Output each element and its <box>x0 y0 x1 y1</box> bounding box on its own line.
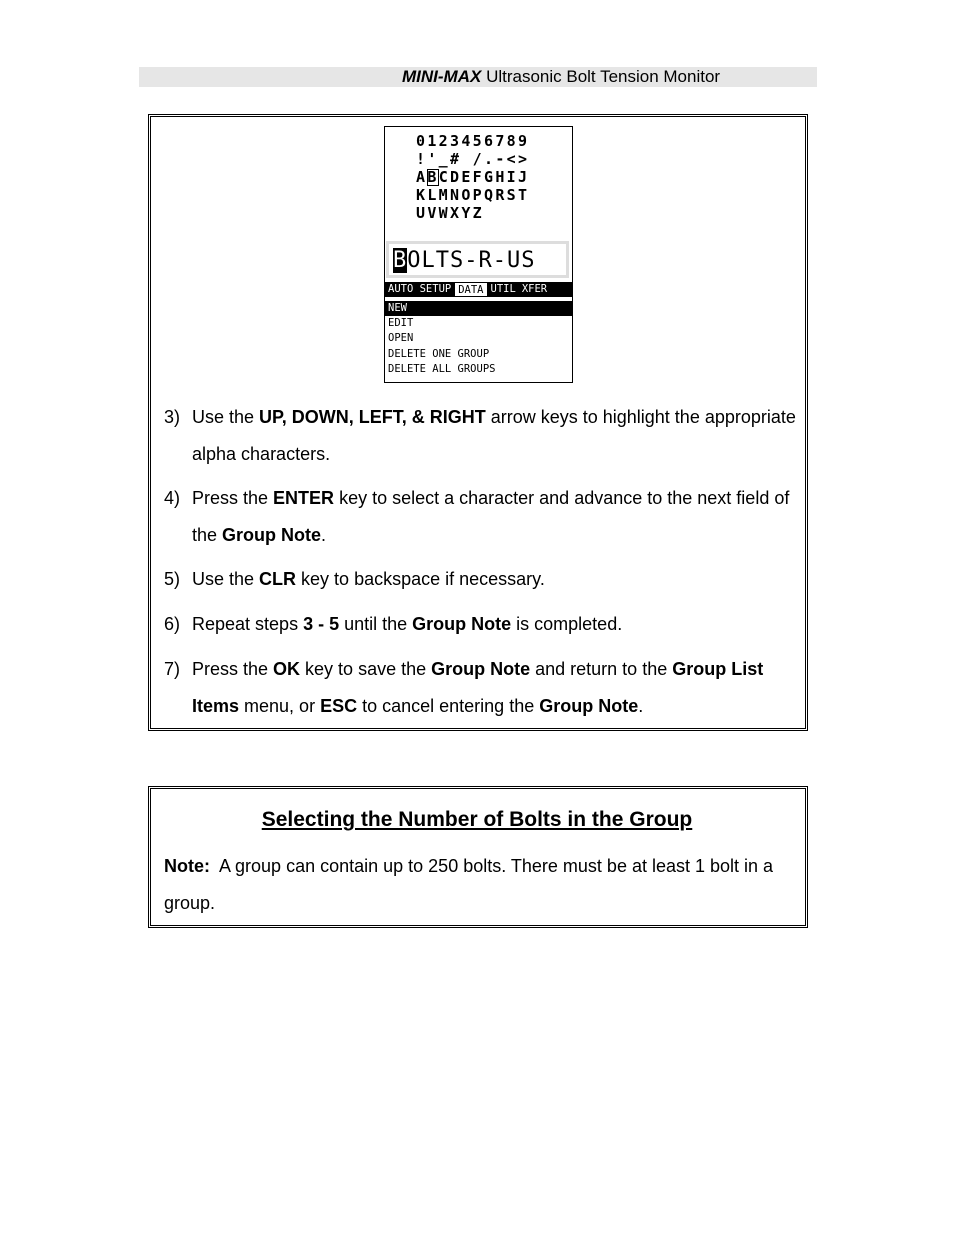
step-number: 7) <box>164 659 181 679</box>
step-text <box>192 480 802 554</box>
char-row-alpha-3: UVWXYZ <box>416 204 484 222</box>
step-key: Group Note <box>222 525 322 545</box>
step-number: 3) <box>164 407 181 427</box>
tab-xfer: XFER <box>521 283 548 295</box>
note-text: A group can contain up to 250 bolts. There must be at least 1 bolt in a group. <box>164 856 774 913</box>
char-row-symbols: !'_# /.-<> <box>416 150 530 168</box>
step-text <box>192 606 802 643</box>
group-note-text <box>393 248 535 274</box>
step-text <box>192 561 802 598</box>
menu-item-delete-one: DELETE ONE GROUP <box>388 347 490 360</box>
step-text-part: Repeat steps <box>192 614 304 634</box>
step-text-part: Use the <box>192 569 260 589</box>
menu-item-edit: EDIT <box>388 317 414 330</box>
page-header <box>402 67 720 87</box>
step-number: 6) <box>164 614 181 634</box>
text-cursor: B <box>393 248 408 273</box>
step-text-part: until the <box>339 614 413 634</box>
step-key: OK <box>273 659 301 679</box>
menu-item-open: OPEN <box>388 332 414 345</box>
char-row-digits: 0123456789 <box>416 132 530 150</box>
step-text-part: key to backspace if necessary. <box>296 569 545 589</box>
char-row-alpha-2: KLMNOPQRST <box>416 186 530 204</box>
step-key: ENTER <box>273 488 335 508</box>
device-screen <box>384 126 573 383</box>
section-title: Selecting the Number of Bolts in the Group <box>261 808 693 831</box>
step-text-part: Use the <box>192 407 260 427</box>
char-rest: CDEFGHIJ <box>438 168 530 186</box>
entry-rest: OLTS-R-US <box>407 248 536 273</box>
step-text <box>192 399 802 473</box>
step-text <box>192 651 802 725</box>
step-text-part: key to select a character and advance to the next field of the <box>192 488 790 545</box>
menu-item-new: NEW <box>385 301 572 316</box>
step-text-part: arrow keys to highlight the appropriate alpha characters. <box>192 407 796 464</box>
note-label: Note: <box>164 856 210 876</box>
step-text-part: to cancel entering the <box>357 696 540 716</box>
step-key: ESC <box>320 696 358 716</box>
step-key: Group Note <box>412 614 512 634</box>
tab-data: DATA <box>454 282 487 297</box>
step-key: 3 - 5 <box>303 614 340 634</box>
step-text-part: is completed. <box>511 614 623 634</box>
step-key: Group List Items <box>192 659 764 716</box>
step-key: CLR <box>259 569 297 589</box>
menu-tabs <box>385 282 572 297</box>
product-name: MINI-MAX <box>402 67 482 86</box>
char-row-alpha-1 <box>416 169 529 186</box>
step-text-part: Press the <box>192 659 274 679</box>
step-text-part: key to save the <box>300 659 432 679</box>
group-note-field <box>386 241 569 278</box>
step-number: 4) <box>164 488 181 508</box>
menu-item-delete-all: DELETE ALL GROUPS <box>388 362 496 375</box>
section-note <box>164 848 794 922</box>
header-title: Ultrasonic Bolt Tension Monitor <box>486 67 721 86</box>
step-text-part: . <box>321 525 327 545</box>
tab-auto-setup: AUTO SETUP <box>388 283 452 295</box>
char-highlight: B <box>427 168 439 186</box>
tab-util: UTIL <box>490 283 516 295</box>
step-key: UP, DOWN, LEFT, & RIGHT <box>259 407 486 427</box>
step-text-part: Press the <box>192 488 274 508</box>
step-number: 5) <box>164 569 181 589</box>
step-key: Group Note <box>431 659 531 679</box>
step-text-part: . <box>638 696 644 716</box>
char-a: A <box>416 168 428 186</box>
step-text-part: and return to the <box>530 659 673 679</box>
data-menu <box>385 301 572 377</box>
step-text-part: menu, or <box>239 696 321 716</box>
step-key: Group Note <box>539 696 639 716</box>
